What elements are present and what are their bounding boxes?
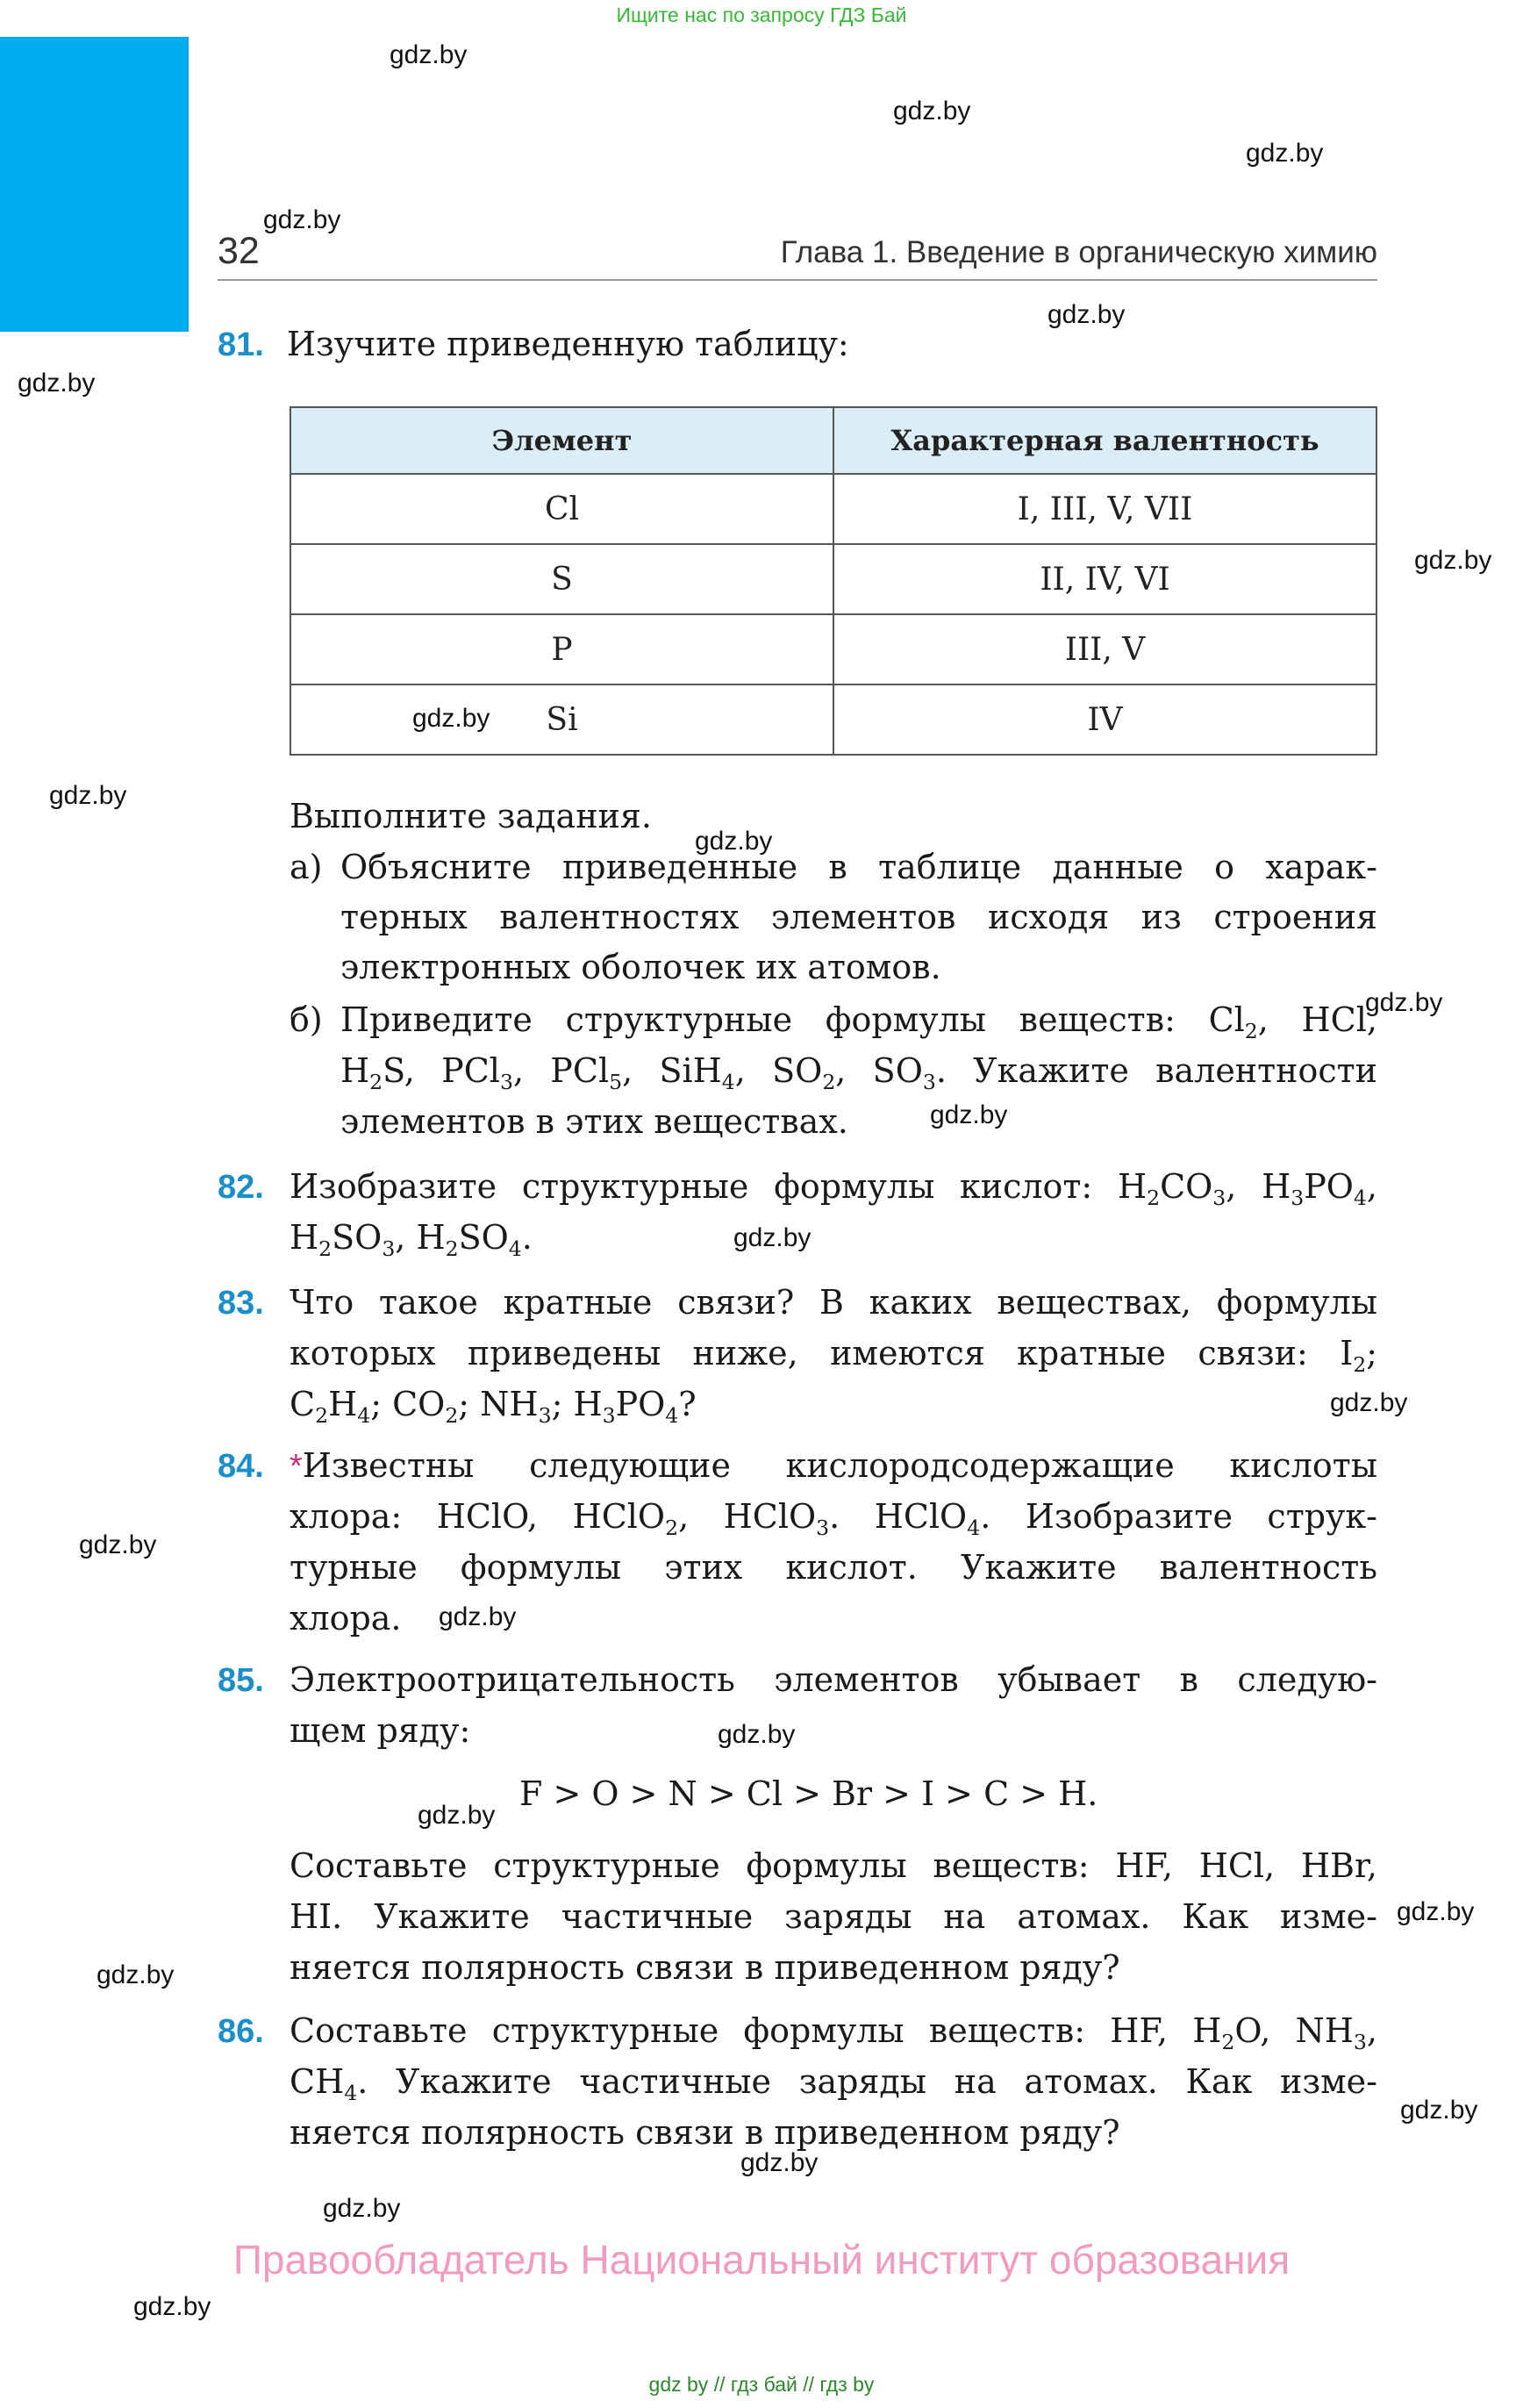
table-row bbox=[290, 614, 1376, 684]
exercise-number: 81. bbox=[218, 326, 264, 363]
exercise-84 bbox=[218, 1446, 264, 1486]
table-cell: Cl bbox=[290, 474, 833, 544]
task-b-line1 bbox=[340, 1000, 1377, 1044]
chapter-color-block bbox=[0, 37, 189, 332]
formula: $I_2$; bbox=[1340, 1334, 1377, 1378]
watermark: gdz.by bbox=[439, 1602, 517, 1631]
chapter-title: Глава 1. Введение в органическую химию bbox=[780, 235, 1377, 269]
table-row bbox=[290, 544, 1376, 614]
exercise-text: . Укажите частичные заряды на атомах. Как изме- bbox=[357, 2062, 1377, 2101]
exercise-85-line4: HI. Укажите частичные заряды на атомах. Как изме- bbox=[290, 1897, 1377, 1936]
exercise-84-line1 bbox=[290, 1446, 1377, 1486]
electronegativity-series: F > O > N > Cl > Br > I > C > H. bbox=[519, 1774, 1098, 1813]
top-banner[interactable]: Ищите нас по запросу ГДЗ Бай bbox=[616, 4, 907, 26]
formula: HClO, HClO$_2$, HClO$_3$. HClO$_4$. bbox=[436, 1497, 991, 1541]
exercise-number: 83. bbox=[218, 1285, 264, 1322]
exercise-text: Изобразите структурные формулы кислот: bbox=[290, 1167, 1118, 1206]
watermark: gdz.by bbox=[740, 2148, 819, 2177]
formula: $H_2O$, $NH_3$, bbox=[1192, 2011, 1377, 2055]
task-a-label: а) bbox=[290, 848, 323, 886]
exercise-number: 86. bbox=[218, 2013, 264, 2050]
exercise-81 bbox=[218, 325, 849, 364]
task-a-line: терных валентностях элементов исходя из строения bbox=[340, 898, 1377, 936]
watermark: gdz.by bbox=[49, 781, 127, 810]
task-b-tail: . Укажите валентности bbox=[935, 1051, 1377, 1090]
exercise-85 bbox=[218, 1660, 264, 1700]
exercise-86-line1 bbox=[290, 2011, 1377, 2055]
header-rule bbox=[218, 279, 1377, 281]
table-header-row bbox=[290, 407, 1376, 474]
exercise-text: Составьте структурные формулы веществ: HF, bbox=[290, 2011, 1193, 2050]
watermark: gdz.by bbox=[412, 704, 490, 733]
formula: $H_2CO_3$, $H_3PO_4$, bbox=[1117, 1167, 1377, 1211]
watermark: gdz.by bbox=[733, 1223, 812, 1252]
formula: $Cl_2$, HCl, bbox=[1208, 1000, 1377, 1044]
exercise-number: 85. bbox=[218, 1662, 264, 1699]
exercise-text: которых приведены ниже, имеются кратные связи: bbox=[290, 1334, 1341, 1372]
watermark: gdz.by bbox=[1246, 139, 1324, 168]
watermark: gdz.by bbox=[390, 40, 468, 69]
exercise-84-line4: хлора. bbox=[290, 1599, 402, 1638]
watermark: gdz.by bbox=[97, 1960, 175, 1989]
exercise-number: 82. bbox=[218, 1169, 264, 1206]
exercise-83 bbox=[218, 1283, 264, 1322]
exercise-84-line2 bbox=[290, 1497, 1377, 1541]
exercise-number: 84. bbox=[218, 1448, 264, 1485]
watermark: gdz.by bbox=[1048, 300, 1126, 329]
exercise-text: хлора: bbox=[290, 1497, 437, 1536]
star-mark: * bbox=[290, 1448, 303, 1485]
exercise-85-line1: Электроотрицательность элементов убывает в следую- bbox=[290, 1660, 1377, 1699]
task-b-line3: элементов в этих веществах. bbox=[340, 1102, 848, 1141]
exercise-86-line3: няется полярность связи в приведенном ряду? bbox=[290, 2113, 1120, 2152]
exercise-text: Изобразите струк- bbox=[990, 1497, 1377, 1536]
exercise-82 bbox=[218, 1167, 264, 1207]
exercise-text: Изучите приведенную таблицу: bbox=[286, 325, 849, 363]
exercise-83-line2 bbox=[290, 1334, 1377, 1378]
exercise-84-line3: турные формулы этих кислот. Укажите валентность bbox=[290, 1548, 1377, 1587]
exercise-text: Известны следующие кислородсодержащие кислоты bbox=[302, 1446, 1377, 1485]
exercise-85-line2: щем ряду: bbox=[290, 1711, 471, 1750]
task-b-text: Приведите структурные формулы веществ: bbox=[340, 1000, 1209, 1039]
watermark: gdz.by bbox=[18, 369, 96, 398]
watermark: gdz.by bbox=[1330, 1388, 1408, 1417]
exercise-83-line3: $C_2H_4$; $CO_2$; $NH_3$; $H_3PO_4$? bbox=[290, 1385, 697, 1429]
bottom-links[interactable]: gdz by // гдз бай // гдз by bbox=[648, 2373, 875, 2396]
table-row bbox=[290, 474, 1376, 544]
watermark: gdz.by bbox=[1397, 1897, 1475, 1926]
table-header-valence: Характерная валентность bbox=[833, 407, 1376, 474]
watermark: gdz.by bbox=[263, 205, 341, 234]
watermark: gdz.by bbox=[133, 2292, 211, 2321]
page-number: 32 bbox=[218, 230, 260, 272]
task-b-label: б) bbox=[290, 1000, 323, 1039]
watermark: gdz.by bbox=[893, 97, 971, 125]
formula: $CH_4$ bbox=[290, 2062, 358, 2106]
table-cell: Si bbox=[290, 684, 833, 755]
exercise-82-line1 bbox=[290, 1167, 1377, 1211]
watermark: gdz.by bbox=[1365, 988, 1443, 1017]
exercise-86-line2 bbox=[290, 2062, 1377, 2106]
tasks-intro: Выполните задания. bbox=[290, 797, 652, 835]
exercise-82-line2: $H_2SO_3$, $H_2SO_4$. bbox=[290, 1218, 533, 1262]
formula-list: $H_2S$, PCl$_3$, PCl$_5$, SiH$_4$, $SO_2$, $SO_3$ bbox=[340, 1051, 936, 1095]
table-cell: IV bbox=[833, 684, 1376, 755]
copyright-footer: Правообладатель Национальный институт образования bbox=[232, 2237, 1291, 2283]
table-cell: P bbox=[290, 614, 833, 684]
watermark: gdz.by bbox=[1400, 2096, 1478, 2125]
table-cell: III, V bbox=[833, 614, 1376, 684]
watermark: gdz.by bbox=[695, 827, 773, 856]
exercise-85-line3: Составьте структурные формулы веществ: HF, HCl, HBr, bbox=[290, 1846, 1377, 1885]
task-b-line2 bbox=[340, 1051, 1377, 1095]
watermark: gdz.by bbox=[418, 1801, 496, 1830]
table-cell: II, IV, VI bbox=[833, 544, 1376, 614]
watermark: gdz.by bbox=[930, 1100, 1008, 1129]
table-cell: I, III, V, VII bbox=[833, 474, 1376, 544]
task-a-line: Объясните приведенные в таблице данные о харак- bbox=[340, 848, 1377, 886]
watermark: gdz.by bbox=[79, 1530, 157, 1559]
watermark: gdz.by bbox=[323, 2194, 401, 2223]
exercise-85-line5: няется полярность связи в приведенном ряду? bbox=[290, 1948, 1120, 1987]
task-a-line: электронных оболочек их атомов. bbox=[340, 948, 941, 986]
watermark: gdz.by bbox=[718, 1720, 796, 1749]
watermark: gdz.by bbox=[1414, 546, 1492, 575]
exercise-86 bbox=[218, 2011, 264, 2051]
table-cell: S bbox=[290, 544, 833, 614]
exercise-83-line1: Что такое кратные связи? В каких веществах, формулы bbox=[290, 1283, 1377, 1322]
table-header-element: Элемент bbox=[290, 407, 833, 474]
